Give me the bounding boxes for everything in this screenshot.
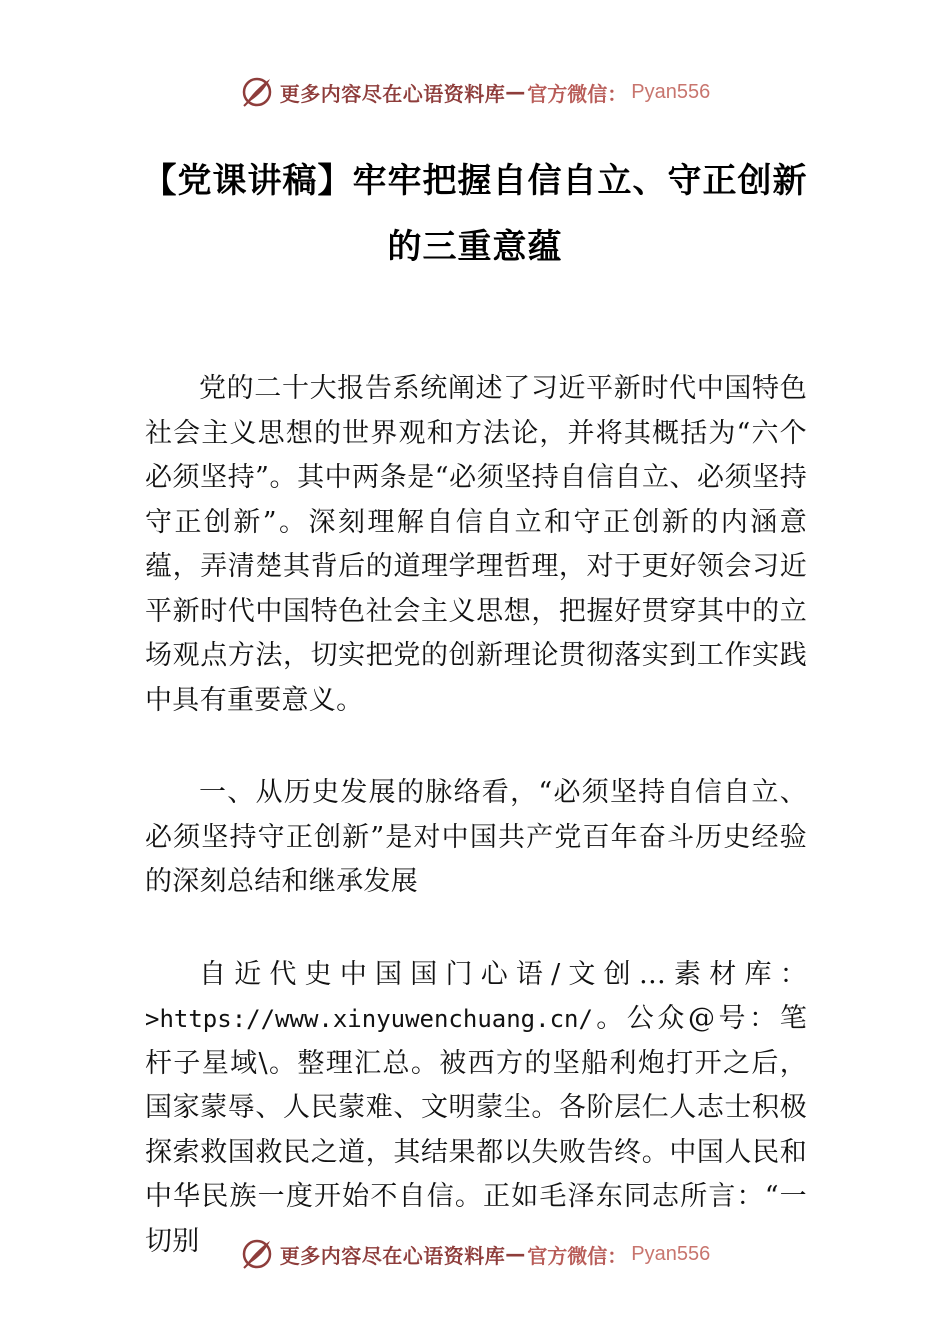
paragraph-history — [145, 953, 807, 1265]
quill-pen-logo-icon — [240, 75, 274, 109]
paragraph-history-lead: 自近代史中国国门心语/文创…素材库： — [199, 958, 807, 990]
header-promo-text: 更多内容尽在心语资料库 — [279, 81, 506, 106]
paragraph-history-rest: 。公众@号：笔杆子星域\。整理汇总。被西方的坚船利炮打开之后，国家蒙辱、人民蒙难、文明蒙尘。各阶层仁人志士积极探索救国救民之道，其结果都以失败告终。中国人民和中华民族一度开始不自信。正如毛泽东同志所言：“一切别 — [145, 1003, 807, 1257]
footer-official-label: 官方微信： — [527, 1243, 628, 1268]
footer-wechat-id: Pyan556 — [631, 1242, 711, 1265]
header-wechat-id: Pyan556 — [631, 80, 711, 103]
quill-pen-logo-icon — [240, 1237, 274, 1271]
footer-banner — [0, 1234, 950, 1274]
paragraph-section-heading-1: 一、从历史发展的脉络看，“必须坚持自信自立、必须坚持守正创新”是对中国共产党百年奋斗历史经验的深刻总结和继承发展 — [145, 777, 807, 897]
document-body — [145, 367, 807, 1264]
footer-separator: — — [505, 1242, 526, 1266]
header-banner — [0, 72, 950, 112]
header-separator: — — [505, 80, 526, 104]
header-official-label: 官方微信： — [527, 81, 628, 106]
source-url-text: >https://www.xinyuwenchuang.cn/ — [145, 1005, 593, 1033]
footer-promo-text: 更多内容尽在心语资料库 — [279, 1243, 506, 1268]
paragraph-intro: 党的二十大报告系统阐述了习近平新时代中国特色社会主义思想的世界观和方法论，并将其概括为“六个必须坚持”。其中两条是“必须坚持自信自立、必须坚持守正创新”。深刻理解自信自立和守正创新的内涵意蕴，弄清楚其背后的道理学理哲理，对于更好领会习近平新时代中国特色社会主义思想，把握好贯穿其中的立场观点方法，切实把党的创新理论贯彻落实到工作实践中具有重要意义。 — [145, 373, 807, 716]
document-title: 【党课讲稿】牢牢把握自信自立、守正创新的三重意蕴 — [142, 161, 808, 267]
